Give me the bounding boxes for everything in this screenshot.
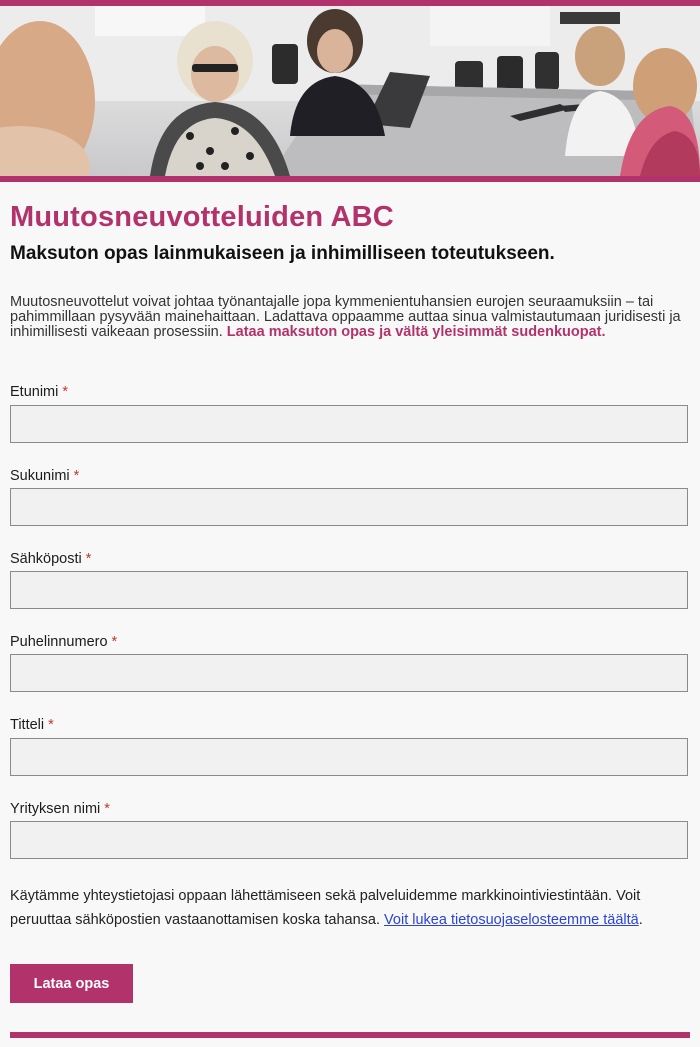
first-name-label-text: Etunimi [10,384,59,400]
title-label [10,717,54,733]
consent-text [10,884,690,932]
phone-label-text: Puhelinnumero [10,634,108,650]
intro-paragraph [10,295,690,340]
first-name-label [10,384,68,400]
required-mark: * [48,717,54,733]
intro-cta: Lataa maksuton opas ja vältä yleisimmät sudenkuopat. [226,324,606,340]
company-label [10,801,110,817]
download-guide-button[interactable]: Lataa opas [10,964,133,1003]
required-mark: * [85,551,92,567]
meeting-photo [0,6,700,176]
company-label-text: Yrityksen nimi [10,801,101,817]
required-mark: * [62,384,69,400]
consent-body: Käytämme yhteystietojasi oppaan lähettämiseen sekä palveluidemme markkinointiviestintään. Voit peruuttaa sähköpostien vastaanottamisen koska tahansa. [10,888,641,928]
intro-text: Muutosneuvottelut voivat johtaa työnantajalle jopa kymmenientuhansien eurojen seuraamuksiin – tai pahimmillaan pysyvään mainehaittaan. Ladattava oppaamme auttaa sinua valmistautumaan juridisesti ja inhimillisesti vaikeaan prosessiin. [10,294,681,340]
email-input[interactable] [10,571,688,609]
phone-input[interactable] [10,654,688,692]
company-input[interactable] [10,821,688,859]
required-mark: * [104,801,110,817]
hero-accent-bar [0,176,700,182]
privacy-policy-link[interactable]: Voit lukea tietosuojaselosteemme täältä [384,912,639,928]
first-name-input[interactable] [10,405,688,443]
job-title-input[interactable] [10,738,688,776]
email-label [10,551,91,567]
phone-label [10,634,117,650]
title-label-text: Titteli [10,717,45,733]
bottom-accent-bar [10,1032,690,1038]
hero-image [0,6,700,176]
email-label-text: Sähköposti [10,551,82,567]
page-subtitle: Maksuton opas lainmukaiseen ja inhimilliseen toteutukseen. [10,243,555,264]
required-mark: * [73,468,80,484]
consent-end: . [638,912,643,928]
page-title: Muutosneuvotteluiden ABC [10,201,394,233]
required-mark: * [111,634,118,650]
last-name-label [10,468,79,484]
last-name-input[interactable] [10,488,688,526]
last-name-label-text: Sukunimi [10,468,70,484]
